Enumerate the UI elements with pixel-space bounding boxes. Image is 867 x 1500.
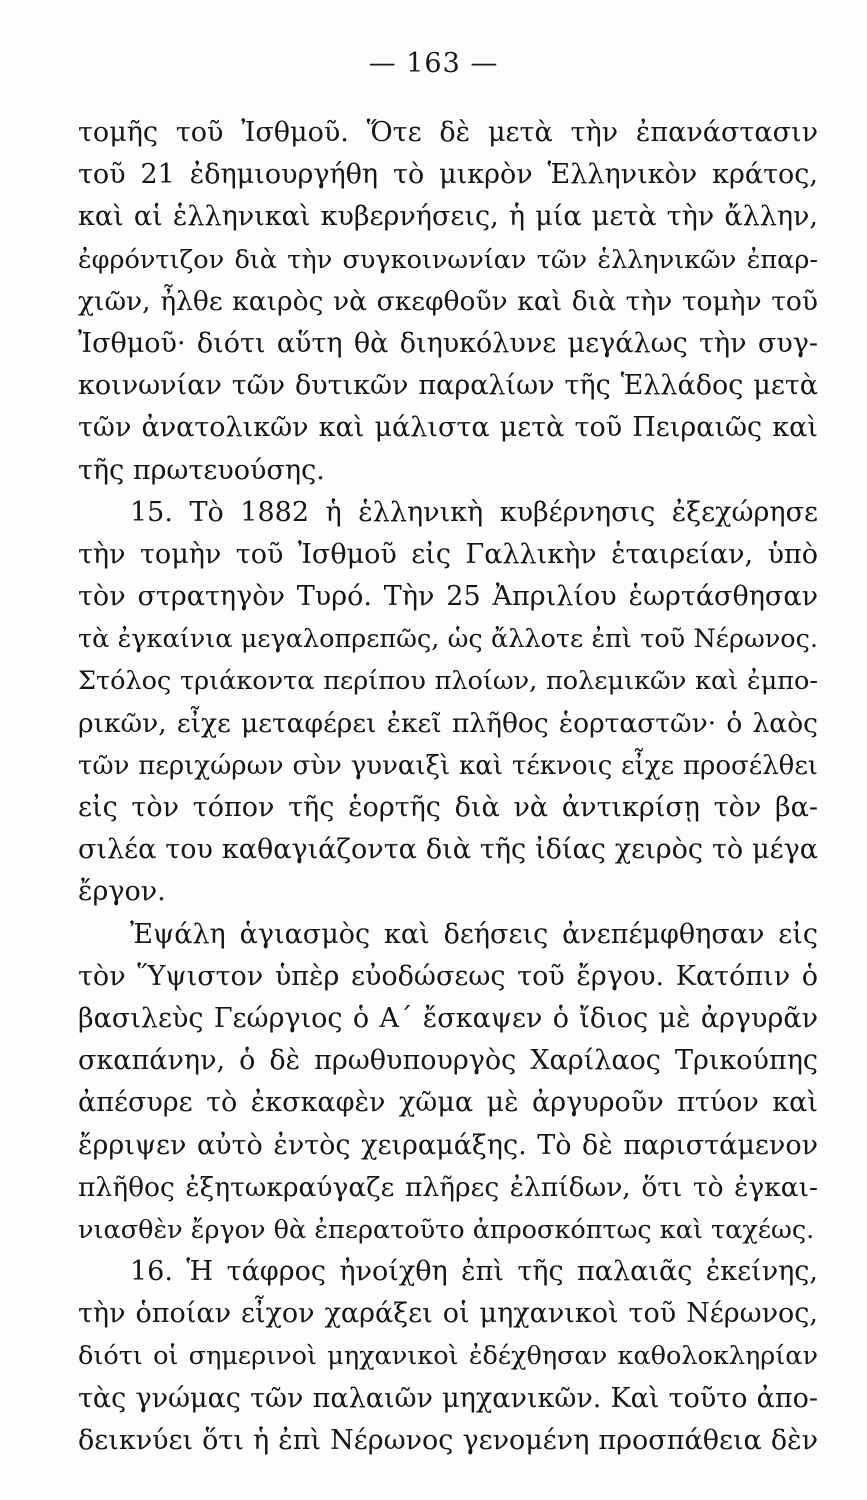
text-line: τὸν Ὕψιστον ὑπὲρ εὐοδώσεως τοῦ ἔργου. Κατόπιν ὁ [78, 960, 818, 992]
text-line: 16. Ἡ τάφρος ἠνοίχθη ἐπὶ τῆς παλαιᾶς ἐκείνης, [130, 1256, 818, 1288]
text-line: τῶν ἀνατολικῶν καὶ μάλιστα μετὰ τοῦ Πειραιῶς καὶ [78, 412, 818, 444]
text-line: ρικῶν, εἶχε μεταφέρει ἐκεῖ πλῆθος ἑορταστῶν· ὁ λαὸς [78, 707, 818, 739]
text-line: ἔρριψεν αὐτὸ ἐντὸς χειραμάξης. Τὸ δὲ παριστάμενον [78, 1129, 818, 1161]
text-line: Στόλος τριάκοντα περίπου πλοίων, πολεμικῶν καὶ ἐμπο- [78, 666, 818, 697]
body-text [78, 112, 818, 1462]
text-line: τομῆς τοῦ Ἰσθμοῦ. Ὅτε δὲ μετὰ τὴν ἐπανάστασιν [78, 117, 818, 148]
text-line: τὴν ὁποίαν εἶχον χαράξει οἱ μηχανικοὶ τοῦ Νέρωνος, [78, 1298, 818, 1330]
text-line: χιῶν, ἦλθε καιρὸς νὰ σκεφθοῦν καὶ διὰ τὴν τομὴν τοῦ [78, 285, 818, 317]
page-number: — 163 — [368, 48, 499, 79]
text-line: Ἐψάλη ἁγιασμὸς καὶ δεήσεις ἀνεπέμφθησαν εἰς [130, 918, 818, 950]
text-line: Ἰσθμοῦ· διότι αὕτη θὰ διηυκόλυνε μεγάλως τὴν συγ- [78, 327, 818, 359]
text-line: σκαπάνην, ὁ δὲ πρωθυπουργὸς Χαρίλαος Τρικούπης [78, 1045, 818, 1077]
text-line: τοῦ 21 ἐδημιουργήθη τὸ μικρὸν Ἑλληνικὸν κράτος, [78, 159, 818, 191]
text-line: διότι οἱ σημερινοὶ μηχανικοὶ ἐδέχθησαν καθολοκληρίαν [78, 1341, 818, 1372]
text-line: τῆς πρωτευούσης. [78, 454, 325, 486]
text-line: 15. Τὸ 1882 ἡ ἑλληνικὴ κυβέρνησις ἐξεχώρησε [130, 496, 818, 528]
text-line: ἐφρόντιζον διὰ τὴν συγκοινωνίαν τῶν ἑλληνικῶν ἐπαρ- [78, 244, 818, 275]
text-line: κοινωνίαν τῶν δυτικῶν παραλίων τῆς Ἑλλάδος μετὰ [78, 370, 818, 402]
text-line: σιλέα του καθαγιάζοντα διὰ τῆς ἰδίας χειρὸς τὸ μέγα [78, 834, 818, 866]
text-line: πλῆθος ἐξητωκραύγαζε πλῆρες ἐλπίδων, ὅτι τὸ ἐγκαι- [78, 1171, 818, 1203]
text-line: τῶν περιχώρων σὺν γυναιξὶ καὶ τέκνοις εἶχε προσέλθει [78, 750, 818, 781]
text-line: ἀπέσυρε τὸ ἐκσκαφὲν χῶμα μὲ ἀργυροῦν πτύον καὶ [78, 1087, 818, 1119]
text-line: δεικνύει ὅτι ἡ ἐπὶ Νέρωνος γενομένη προσπάθεια δὲν [78, 1424, 818, 1456]
text-line: εἰς τὸν τόπον τῆς ἑορτῆς διὰ νὰ ἀντικρίσῃ τὸν βα- [78, 792, 818, 823]
text-line: τὸν στρατηγὸν Τυρό. Τὴν 25 Ἀπριλίου ἑωρτάσθησαν [78, 581, 818, 613]
text-line: τὰς γνώμας τῶν παλαιῶν μηχανικῶν. Καὶ τοῦτο ἀπο- [78, 1382, 818, 1414]
text-line: καὶ αἱ ἑλληνικαὶ κυβερνήσεις, ἡ μία μετὰ τὴν ἄλλην, [78, 201, 818, 233]
text-line: ἔργον. [78, 876, 166, 908]
text-line: νιασθὲν ἔργον θὰ ἐπερατοῦτο ἀπροσκόπτως καὶ ταχέως. [78, 1214, 815, 1245]
text-line: τὰ ἐγκαίνια μεγαλοπρεπῶς, ὡς ἄλλοτε ἐπὶ τοῦ Νέρωνος. [78, 624, 818, 655]
text-line: τὴν τομὴν τοῦ Ἰσθμοῦ εἰς Γαλλικὴν ἑταιρείαν, ὑπὸ [78, 538, 818, 570]
text-line: βασιλεὺς Γεώργιος ὁ Α΄ ἔσκαψεν ὁ ἴδιος μὲ ἀργυρᾶν [78, 1002, 818, 1034]
